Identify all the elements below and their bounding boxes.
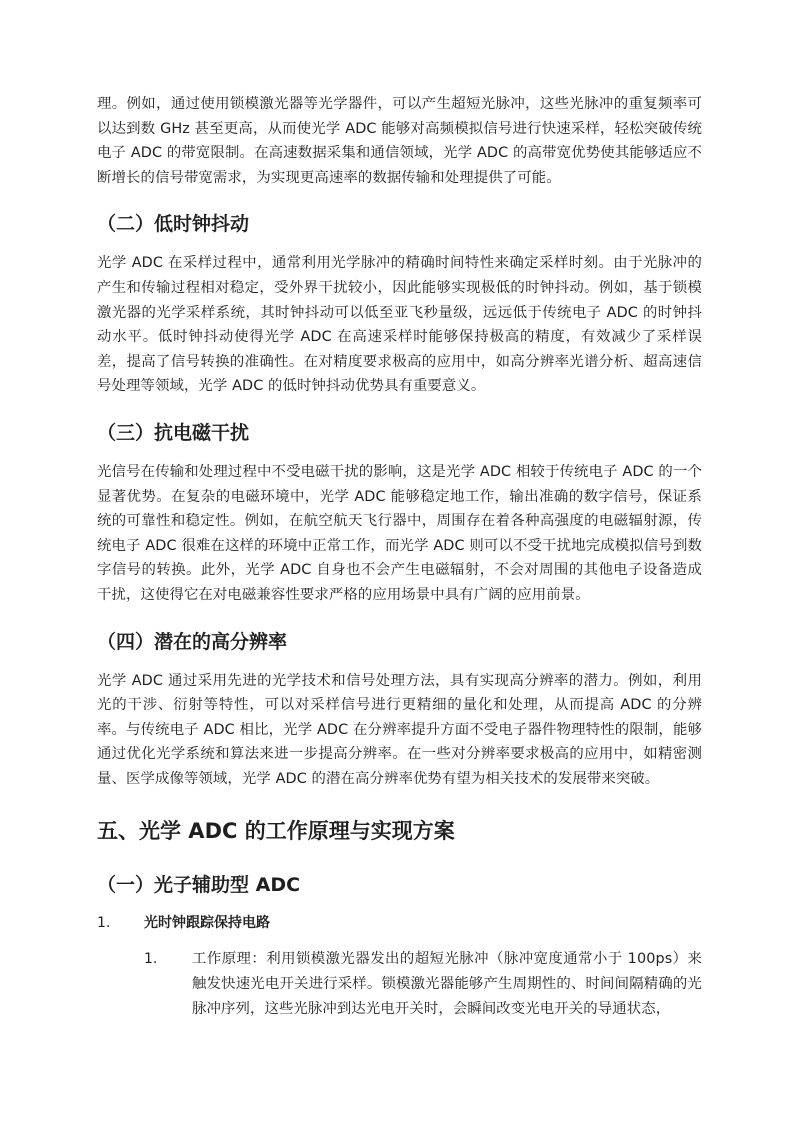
document-content (97, 92, 702, 1021)
paragraph-high-resolution: 光学 ADC 通过采用先进的光学技术和信号处理方法，具有实现高分辨率的潜力。例如，利用光的干涉、衍射等特性，可以对采样信号进行更精细的量化和处理，从而提高 ADC 的分辨率。与传统电子 ADC 相比，光学 ADC 在分辨率提升方面不受电子器件物理特性的限制，能够通过优化光学系统和算法来进一步提高分辨率。在一些对分辨率要求极高的应用中，如精密测量、医学成像等领域，光学 ADC 的潜在高分辨率优势有望为相关技术的发展带来突破。 (97, 672, 702, 787)
heading-anti-emi: （三）抗电磁干扰 (97, 421, 250, 444)
sub-list-item-number: 1. (144, 951, 158, 968)
sub-list-item-text: 工作原理：利用锁模激光器发出的超短光脉冲（脉冲宽度通常小于 100ps）来触发快速光电开关进行采样。锁模激光器能够产生周期性的、时间间隔精确的光脉冲序列，这些光脉冲到达光电开关时，会瞬间改变光电开关的导通状态， (192, 951, 702, 1017)
paragraph-low-clock-jitter: 光学 ADC 在采样过程中，通常利用光学脉冲的精确时间特性来确定采样时刻。由于光脉冲的产生和传输过程相对稳定，受外界干扰较小，因此能够实现极低的时钟抖动。例如，基于锁模激光器的光学采样系统，其时钟抖动可以低至亚飞秒量级，远远低于传统电子 ADC 的时钟抖动水平。低时钟抖动使得光学 ADC 在高速采样时能够保持极高的精度，有效减少了采样误差，提高了信号转换的准确性。在对精度要求极高的应用中，如高分辨率光谱分析、超高速信号处理等领域，光学 ADC 的低时钟抖动优势具有重要意义。 (97, 255, 702, 395)
list-item-number: 1. (97, 915, 111, 932)
heading-photon-assisted-adc: （一）光子辅助型 ADC (97, 874, 301, 897)
heading-section-five: 五、光学 ADC 的工作原理与实现方案 (97, 819, 455, 844)
heading-low-clock-jitter: （二）低时钟抖动 (97, 213, 250, 236)
paragraph-bandwidth-continued: 理。例如，通过使用锁模激光器等光学器件，可以产生超短光脉冲，这些光脉冲的重复频率可以达到数 GHz 甚至更高，从而使光学 ADC 能够对高频模拟信号进行快速采样，轻松突破传统电子 ADC 的带宽限制。在高速数据采集和通信领域，光学 ADC 的高带宽优势使其能够适应不断增长的信号带宽需求，为实现更高速率的数据传输和处理提供了可能。 (97, 96, 702, 186)
sub-list-item (97, 947, 702, 1021)
paragraph-anti-emi: 光信号在传输和处理过程中不受电磁干扰的影响，这是光学 ADC 相较于传统电子 ADC 的一个显著优势。在复杂的电磁环境中，光学 ADC 能够稳定地工作，输出准确的数字信号，保证系统的可靠性和稳定性。例如，在航空航天飞行器中，周围存在着各种高强度的电磁辐射源，传统电子 ADC 很难在这样的环境中正常工作，而光学 ADC 则可以不受干扰地完成模拟信号到数字信号的转换。此外，光学 ADC 自身也不会产生电磁辐射，不会对周围的其他电子设备造成干扰，这使得它在对电磁兼容性要求严格的应用场景中具有广阔的应用前景。 (97, 463, 702, 603)
heading-high-resolution: （四）潜在的高分辨率 (97, 630, 288, 653)
list-item (97, 911, 702, 935)
list-item-label: 光时钟跟踪保持电路 (144, 915, 270, 932)
